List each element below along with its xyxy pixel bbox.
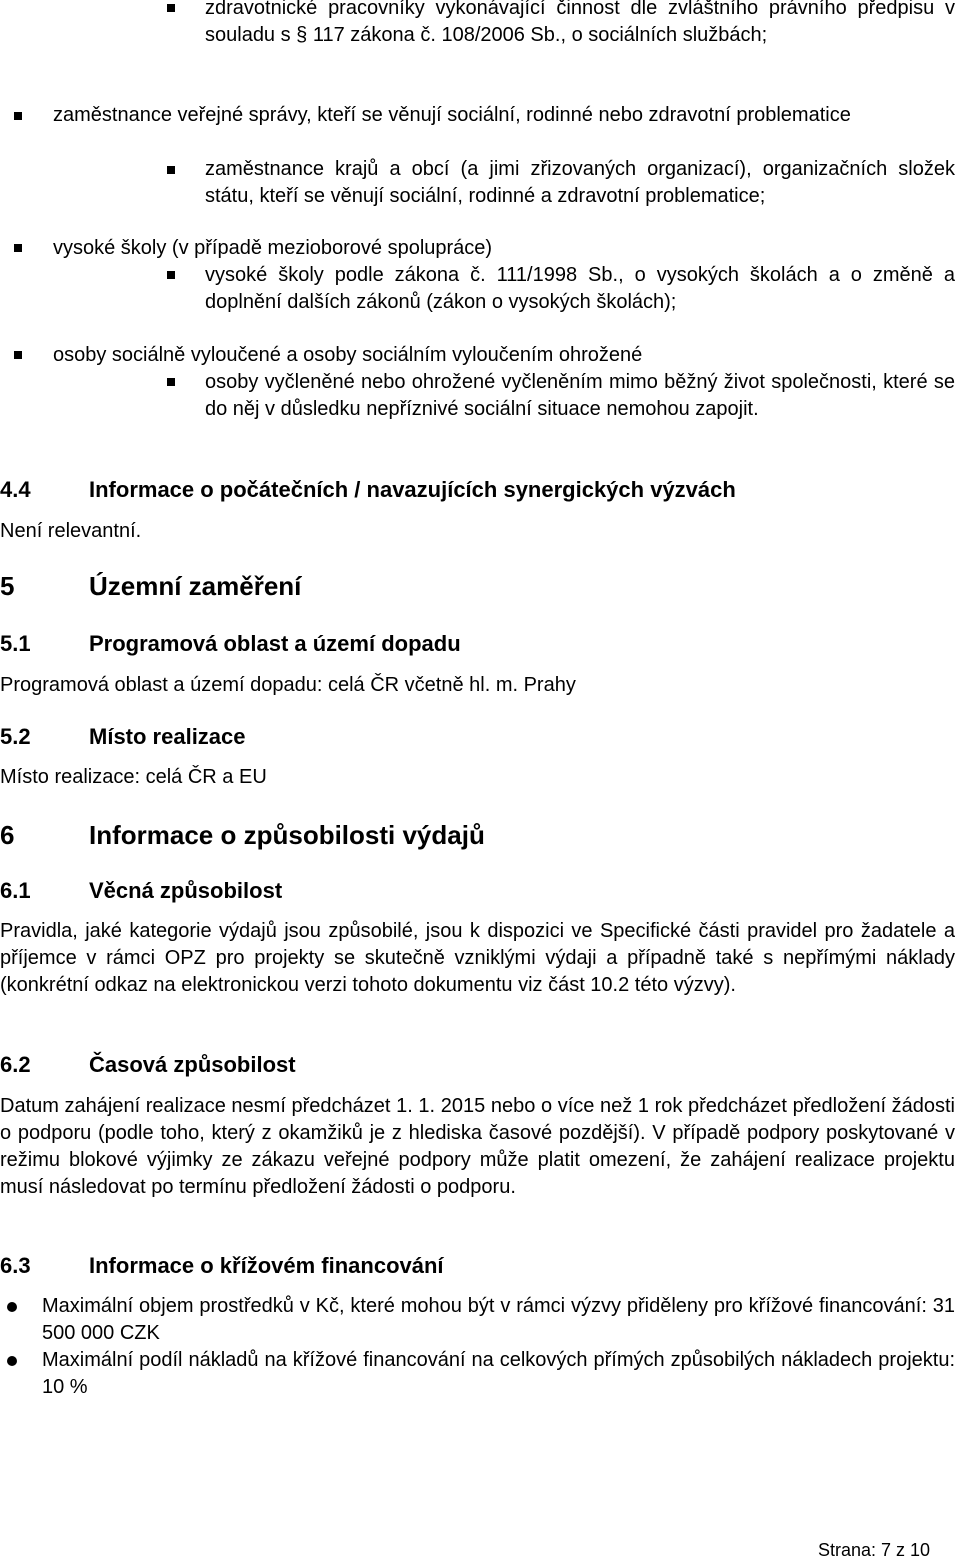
list-subitem: vysoké školy podle zákona č. 111/1998 Sb., o vysokých školách a o změně a doplnění dalších zákonů (zákon o vysokých školách); bbox=[205, 264, 955, 313]
section-body: Místo realizace: celá ČR a EU bbox=[0, 766, 267, 788]
sub-bullet-marker bbox=[167, 4, 175, 12]
list-item-text: vysoké školy (v případě mezioborové spolupráce) bbox=[53, 237, 493, 259]
section-number: 4.4 bbox=[0, 477, 31, 502]
bullet-marker bbox=[7, 1356, 17, 1366]
list-item-text: Maximální podíl nákladů na křížové financování na celkových přímých způsobilých nákladech projektu: 10 % bbox=[42, 1349, 955, 1398]
section-body: Programová oblast a území dopadu: celá ČR včetně hl. m. Prahy bbox=[0, 674, 576, 696]
list-subitem: osoby vyčleněné nebo ohrožené vyčleněním mimo běžný život společnosti, které se do něj v důsledku nepříznivé sociální situace nemohou zapojit. bbox=[205, 371, 955, 420]
sub-bullet-marker bbox=[167, 378, 175, 386]
list-item-text: zaměstnance veřejné správy, kteří se věnují sociální, rodinné nebo zdravotní problematice bbox=[53, 104, 851, 126]
section-number: 6.2 bbox=[0, 1052, 31, 1077]
section-heading: Informace o počátečních / navazujících synergických výzvách bbox=[89, 477, 736, 502]
chapter-number: 5 bbox=[0, 571, 15, 601]
bullet-marker bbox=[14, 112, 22, 120]
section-body: Datum zahájení realizace nesmí předcházet 1. 1. 2015 nebo o více než 1 rok předcházet předložení žádosti o podporu (podle toho, který z okamžiků je z hlediska časové pozdější). V případě podpory poskytované v režimu blokové výjimky ze zákazu veřejné podpory může platit omezení, že zahájení realizace projektu musí následovat po termínu předložení žádosti o podporu. bbox=[0, 1095, 955, 1198]
section-number: 6.1 bbox=[0, 878, 31, 903]
chapter-number: 6 bbox=[0, 820, 15, 850]
bullet-marker bbox=[14, 244, 22, 252]
sub-bullet-marker bbox=[167, 271, 175, 279]
list-item-text: Maximální objem prostředků v Kč, které mohou být v rámci výzvy přiděleny pro křížové financování: 31 500 000 CZK bbox=[42, 1295, 955, 1344]
section-heading: Místo realizace bbox=[89, 724, 246, 749]
section-heading: Časová způsobilost bbox=[89, 1052, 296, 1077]
sub-bullet-marker bbox=[167, 166, 175, 174]
chapter-heading: Informace o způsobilosti výdajů bbox=[89, 820, 485, 850]
bullet-marker bbox=[14, 351, 22, 359]
section-heading: Informace o křížovém financování bbox=[89, 1253, 444, 1278]
section-heading: Věcná způsobilost bbox=[89, 878, 283, 903]
section-number: 5.1 bbox=[0, 631, 31, 656]
page-number: Strana: 7 z 10 bbox=[818, 1540, 931, 1560]
list-item-text: osoby sociálně vyloučené a osoby sociálním vyloučením ohrožené bbox=[53, 344, 643, 366]
section-number: 5.2 bbox=[0, 724, 31, 749]
section-number: 6.3 bbox=[0, 1253, 31, 1278]
section-body: Není relevantní. bbox=[0, 520, 142, 542]
section-heading: Programová oblast a území dopadu bbox=[89, 631, 461, 656]
chapter-heading: Územní zaměření bbox=[89, 571, 302, 601]
section-body: Pravidla, jaké kategorie výdajů jsou způsobilé, jsou k dispozici ve Specifické části pravidel pro žadatele a příjemce v rámci OPZ pro projekty se skutečně vzniklými výdaji a případně také s nepřímými náklady (konkrétní odkaz na elektronickou verzi tohoto dokumentu viz část 10.2 této výzvy). bbox=[0, 920, 955, 996]
list-subitem: zdravotnické pracovníky vykonávající činnost dle zvláštního právního předpisu v souladu s § 117 zákona č. 108/2006 Sb., o sociálních službách; bbox=[205, 0, 955, 46]
list-subitem: zaměstnance krajů a obcí (a jimi zřizovaných organizací), organizačních složek státu, kteří se věnují sociální, rodinné a zdravotní problematice; bbox=[205, 158, 955, 207]
bullet-marker bbox=[7, 1302, 17, 1312]
